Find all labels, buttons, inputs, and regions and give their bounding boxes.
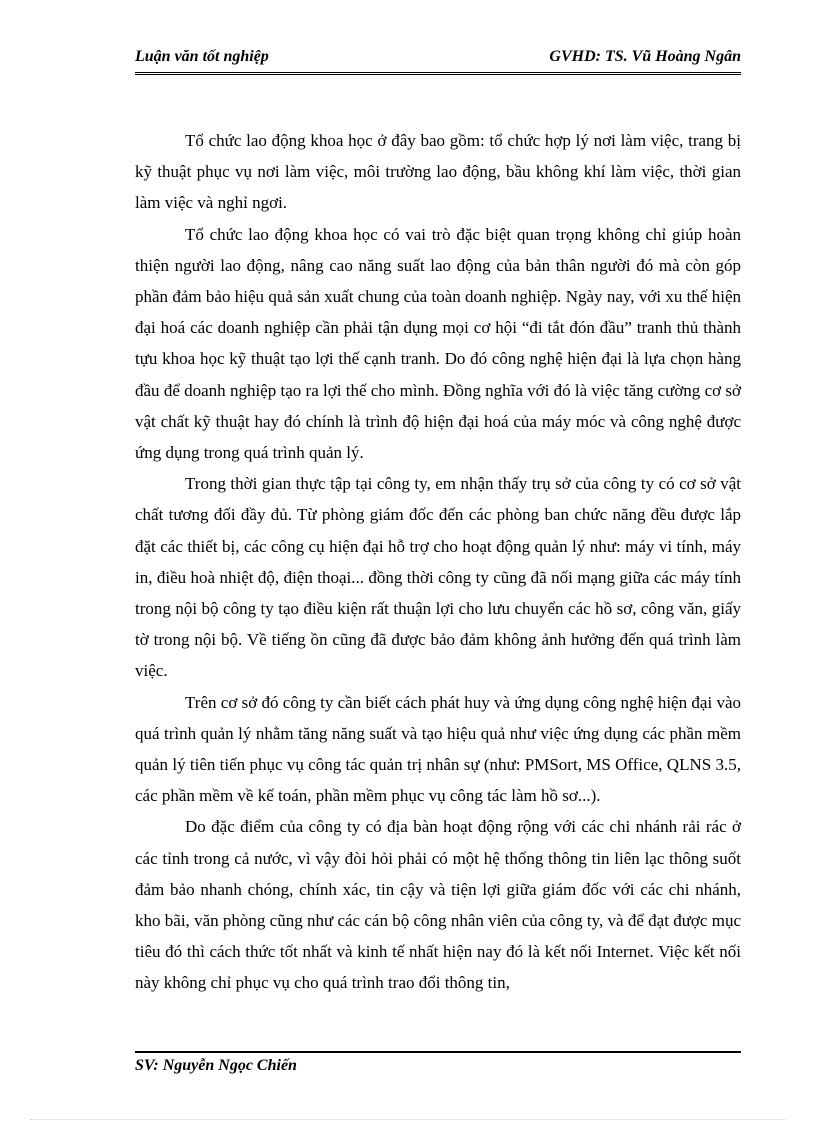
header-thesis-title: Luận văn tốt nghiệp [135,48,269,65]
footer-student-name: SV: Nguyễn Ngọc Chiến [135,1057,297,1074]
paragraph-5: Do đặc điểm của công ty có địa bàn hoạt động rộng với các chi nhánh rải rác ở các tỉnh trong cả nước, vì vậy đòi hỏi phải có một hệ thống thông tin liên lạc thông suốt đảm bảo nhanh chóng, chính xác, tin cậy và tiện lợi giữa giám đốc với các chi nhánh, kho bãi, văn phòng cũng như các cán bộ công nhân viên của công ty, và để đạt được mục tiêu đó thì cách thức tốt nhất và kinh tế nhất hiện nay đó là kết nối Internet. Việc kết nối này không chỉ phục vụ cho quá trình trao đổi thông tin, [135,817,741,993]
paragraph-2: Tổ chức lao động khoa học có vai trò đặc biệt quan trọng không chỉ giúp hoàn thiện người lao động, nâng cao năng suất lao động của bản thân người đó mà còn góp phần đảm bảo hiệu quả sản xuất chung của toàn doanh nghiệp. Ngày nay, với xu thế hiện đại hoá các doanh nghiệp cần phải tận dụng mọi cơ hội “đi tắt đón đầu” tranh thủ thành tựu khoa học kỹ thuật tạo lợi thế cạnh tranh. Do đó công nghệ hiện đại là lựa chọn hàng đầu để doanh nghiệp tạo ra lợi thế cho mình. Đồng nghĩa với đó là việc tăng cường cơ sở vật chất kỹ thuật hay đó chính là trình độ hiện đại hoá của máy móc và công nghệ được ứng dụng trong quá trình quản lý. [135,224,741,463]
paragraph-4: Trên cơ sở đó công ty cần biết cách phát huy và ứng dụng công nghệ hiện đại vào quá trình quản lý nhằm tăng năng suất và tạo hiệu quả như việc ứng dụng các phần mềm quản lý tiên tiến phục vụ công tác quản trị nhân sự (như: PMSort, MS Office, QLNS 3.5, các phần mềm về kế toán, phần mềm phục vụ công tác làm hồ sơ...). [135,692,741,806]
paragraph-1: Tổ chức lao động khoa học ở đây bao gồm: tổ chức hợp lý nơi làm việc, trang bị kỹ thuật phục vụ nơi làm việc, môi trường lao động, bầu không khí làm việc, thời gian làm việc và nghỉ ngơi. [135,131,741,213]
page-bottom-divider [30,1119,786,1120]
page-header [135,46,741,75]
header-advisor: GVHD: TS. Vũ Hoàng Ngân [549,48,741,65]
page-footer [135,1051,741,1075]
document-body [135,125,741,999]
paragraph-3: Trong thời gian thực tập tại công ty, em nhận thấy trụ sở của công ty có cơ sở vật chất tương đối đầy đủ. Từ phòng giám đốc đến các phòng ban chức năng đều được lắp đặt các thiết bị, các công cụ hiện đại hỗ trợ cho hoạt động quản lý như: máy vi tính, máy in, điều hoà nhiệt độ, điện thoại... đồng thời công ty cũng đã nối mạng giữa các máy tính trong nội bộ công ty tạo điều kiện rất thuận lợi cho lưu chuyển các hồ sơ, công văn, giấy tờ trong nội bộ. Về tiếng ồn cũng đã được bảo đảm không ảnh hưởng đến quá trình làm việc. [135,474,741,681]
